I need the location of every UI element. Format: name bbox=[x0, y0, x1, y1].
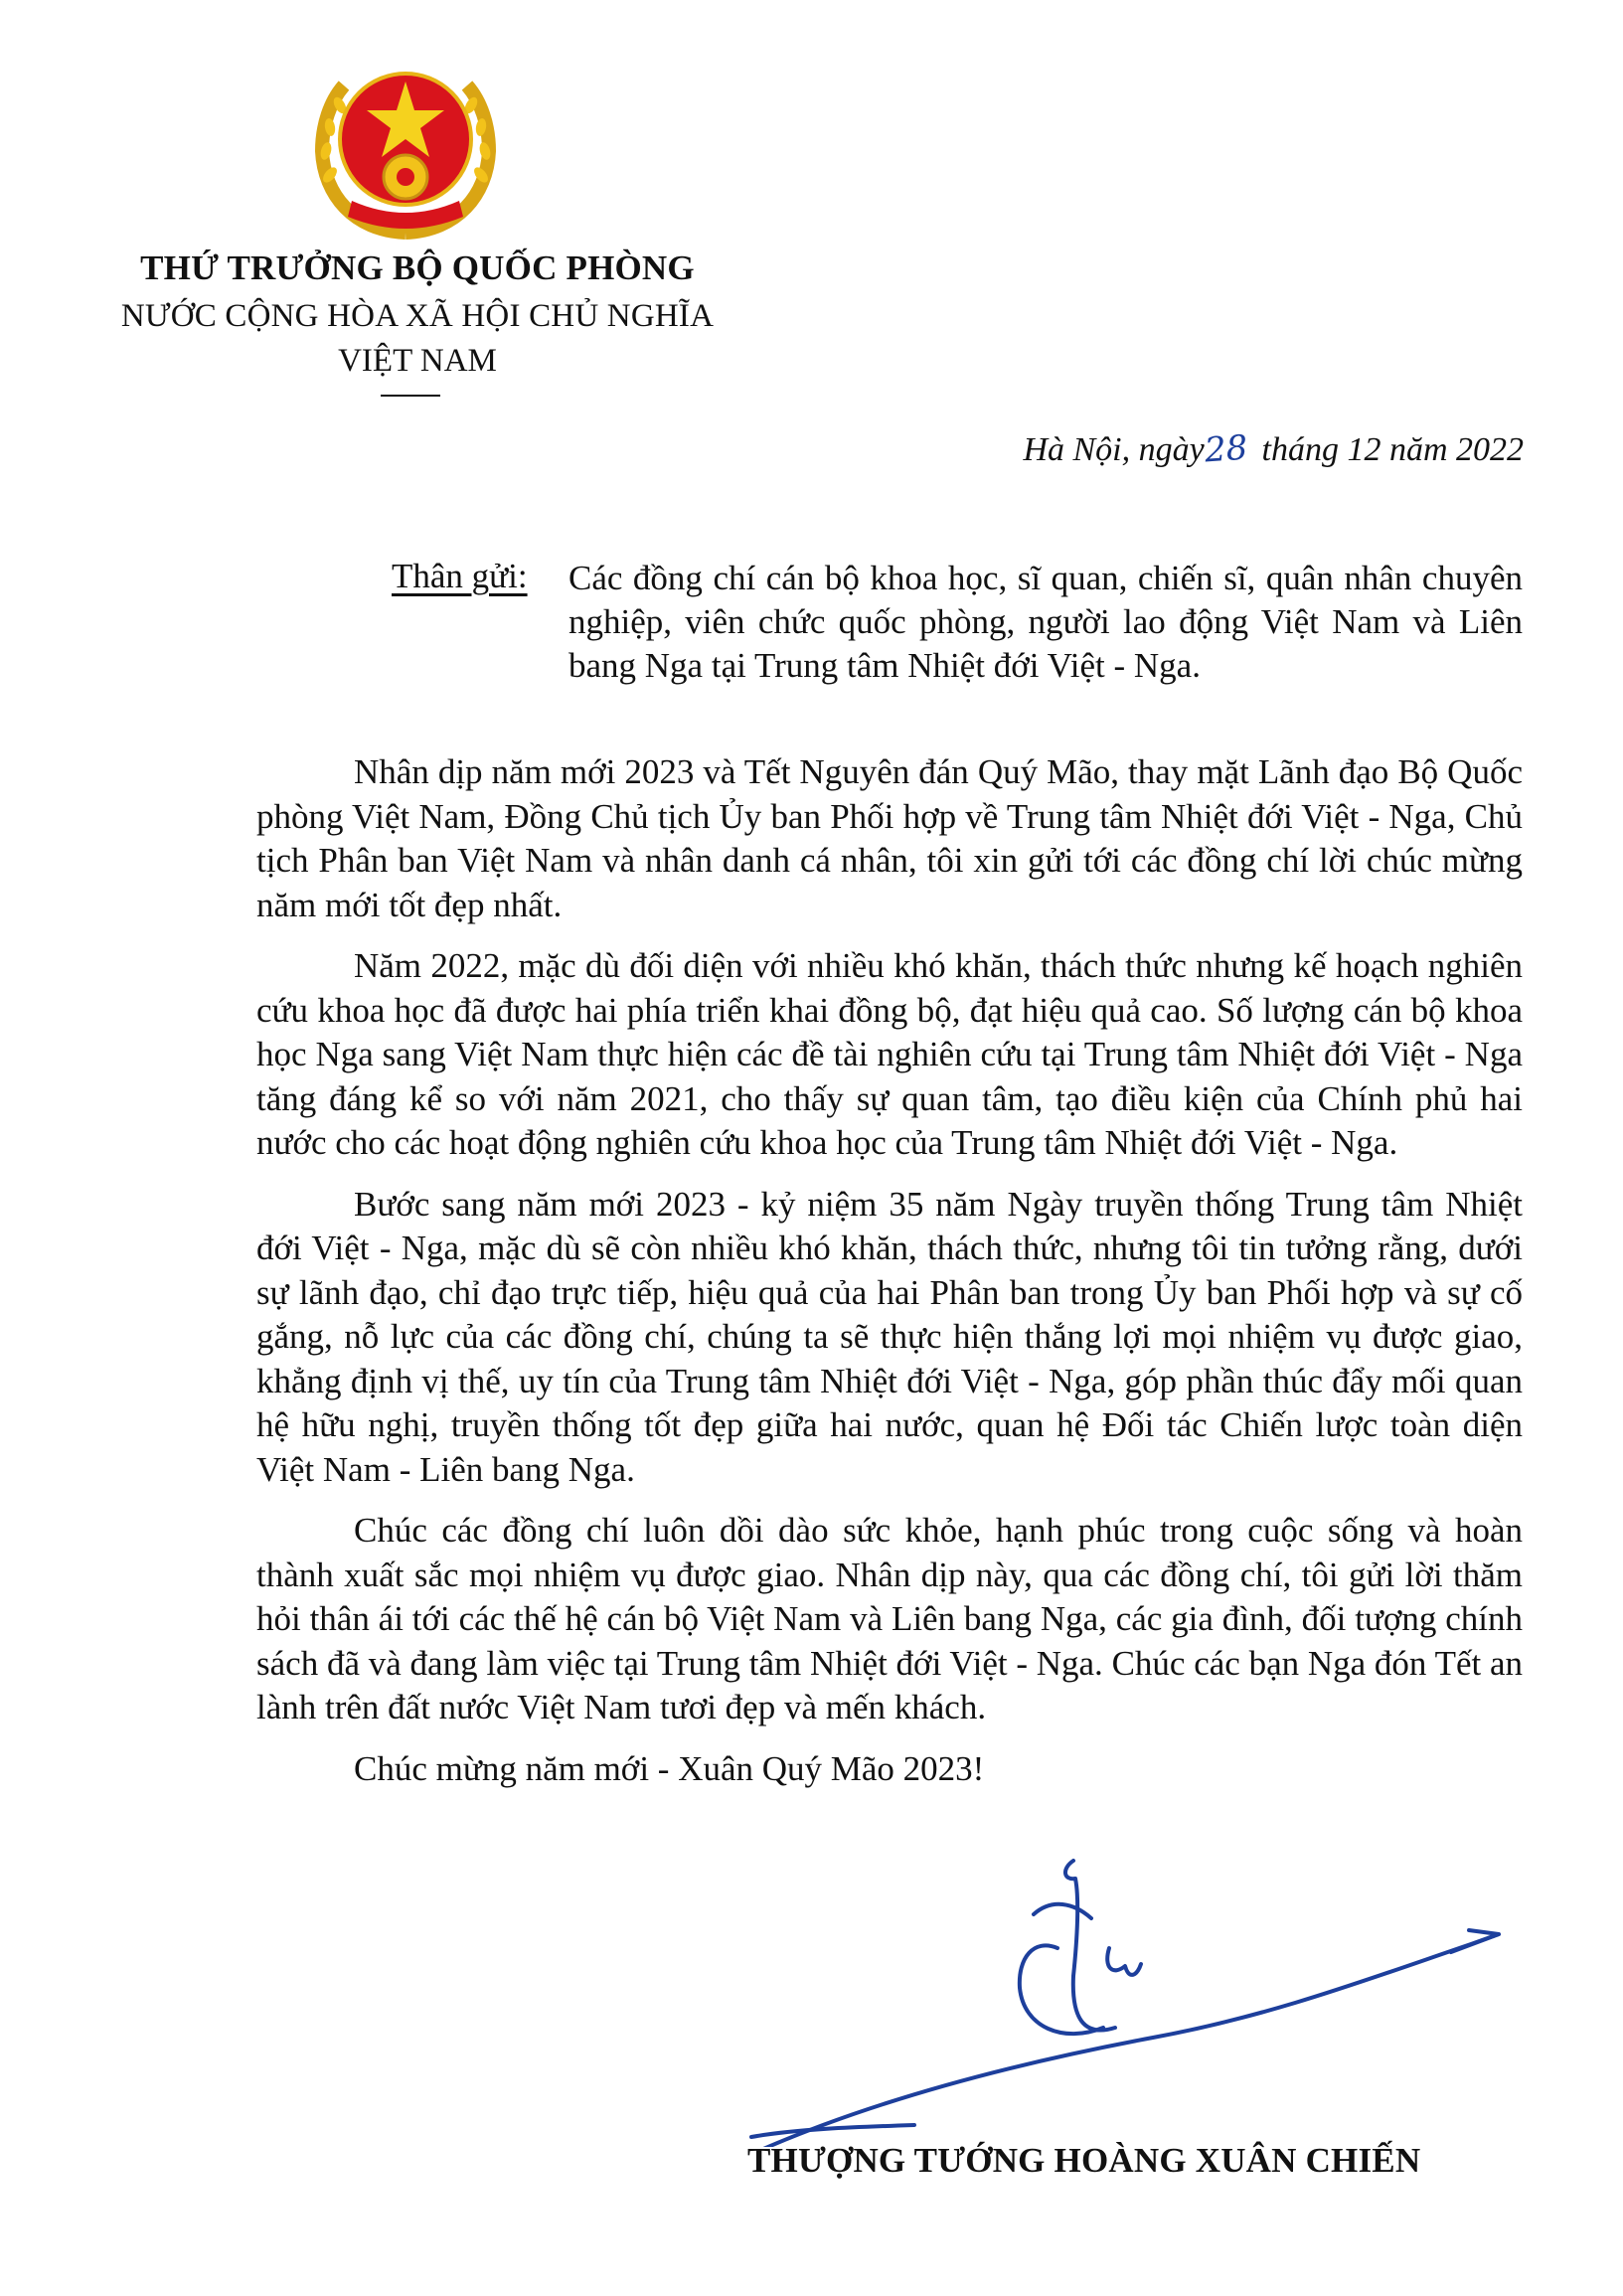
country-name-line1: NƯỚC CỘNG HÒA XÃ HỘI CHỦ NGHĨA bbox=[120, 298, 715, 334]
body-paragraph: Năm 2022, mặc dù đối diện với nhiều khó khăn, thách thức nhưng kế hoạch nghiên cứu khoa học đã được hai phía triển khai đồng bộ, đạt hiệu quả cao. Số lượng cán bộ khoa học Nga sang Việt Nam thực hiện các đề tài nghiên cứu tại Trung tâm Nhiệt đới Việt - Nga tăng đáng kể so với năm 2021, cho thấy sự quan tâm, tạo điều kiện của Chính phủ hai nước cho các hoạt động nghiên cứu khoa học của Trung tâm Nhiệt đới Việt - Nga. bbox=[256, 946, 1523, 1162]
header-divider bbox=[381, 395, 440, 397]
date-prefix: Hà Nội, ngày bbox=[1023, 431, 1205, 468]
handwritten-signature-icon bbox=[735, 1859, 1531, 2147]
salutation-label: Thân gửi: bbox=[392, 557, 528, 595]
body-paragraph: Bước sang năm mới 2023 - kỷ niệm 35 năm Ngày truyền thống Trung tâm Nhiệt đới Việt - Nga, mặc dù sẽ còn nhiều khó khăn, thách thức, nhưng tôi tin tưởng rằng, dưới sự lãnh đạo, chỉ đạo trực tiếp, hiệu quả của hai Phân ban trong Ủy ban Phối hợp và sự cố gắng, nỗ lực của các đồng chí, chúng ta sẽ thực hiện thắng lợi mọi nhiệm vụ được giao, khẳng định vị thế, uy tín của Trung tâm Nhiệt đới Việt - Nga, góp phần thúc đẩy mối quan hệ hữu nghị, truyền thống tốt đẹp giữa hai nước, quan hệ Đối tác Chiến lược toàn diện Việt Nam - Liên bang Nga. bbox=[256, 1184, 1523, 1489]
date-line bbox=[1023, 429, 1524, 469]
body-paragraph: Nhân dịp năm mới 2023 và Tết Nguyên đán Quý Mão, thay mặt Lãnh đạo Bộ Quốc phòng Việt Nam, Đồng Chủ tịch Ủy ban Phối hợp về Trung tâm Nhiệt đới Việt - Nga, Chủ tịch Phân ban Việt Nam và nhân danh cá nhân, tôi xin gửi tới các đồng chí lời chúc mừng năm mới tốt đẹp nhất. bbox=[256, 752, 1523, 924]
body-paragraph: Chúc các đồng chí luôn dồi dào sức khỏe, hạnh phúc trong cuộc sống và hoàn thành xuất sắc mọi nhiệm vụ được giao. Nhân dịp này, qua các đồng chí, tôi gửi lời thăm hỏi thân ái tới các thế hệ cán bộ Việt Nam và Liên bang Nga, các gia đình, đối tượng chính sách đã và đang làm việc tại Trung tâm Nhiệt đới Việt - Nga. Chúc các bạn Nga đón Tết an lành trên đất nước Việt Nam tươi đẹp và mến khách. bbox=[256, 1511, 1523, 1726]
date-suffix: tháng 12 năm 2022 bbox=[1261, 431, 1524, 468]
issuer-title: THỨ TRƯỞNG BỘ QUỐC PHÒNG bbox=[140, 248, 695, 287]
signer-name: THƯỢNG TƯỚNG HOÀNG XUÂN CHIẾN bbox=[747, 2141, 1421, 2180]
date-day-handwritten: 28 bbox=[1203, 427, 1249, 471]
closing-greeting: Chúc mừng năm mới - Xuân Quý Mão 2023! bbox=[354, 1748, 985, 1788]
letter-body bbox=[256, 750, 1523, 1808]
country-name-line2: VIỆT NAM bbox=[338, 343, 497, 379]
salutation-recipients: Các đồng chí cán bộ khoa học, sĩ quan, chiến sĩ, quân nhân chuyên nghiệp, viên chức quốc phòng, người lao động Việt Nam và Liên bang Nga tại Trung tâm Nhiệt đới Việt - Nga. bbox=[568, 559, 1523, 685]
national-emblem-icon bbox=[314, 56, 497, 241]
